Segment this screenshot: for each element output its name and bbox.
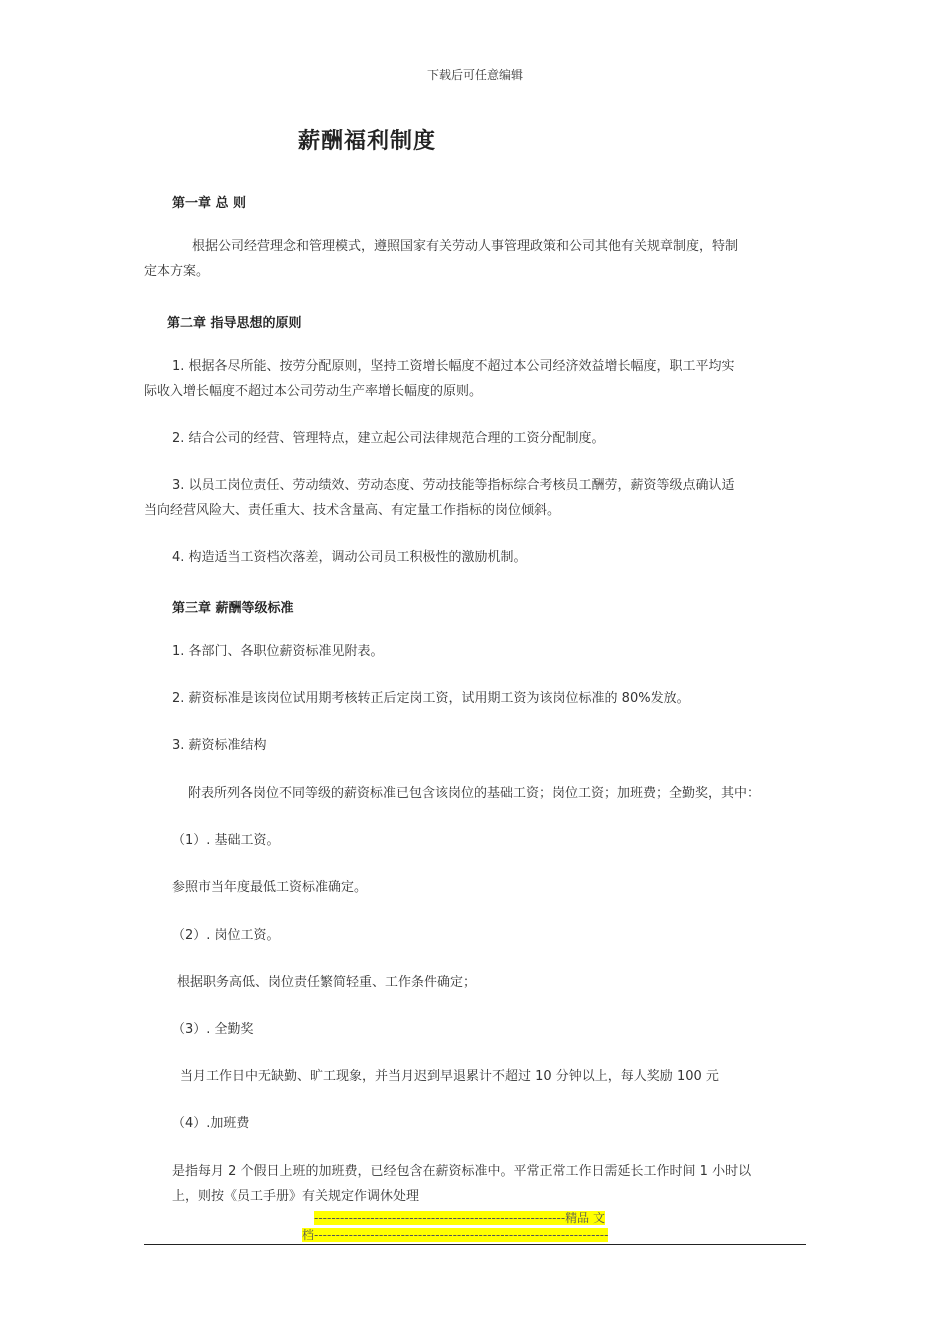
chapter3-sub3-title: （3）. 全勤奖 (172, 1022, 254, 1037)
footer-line1: ----------------------------------------------------------精品 文 (314, 1211, 605, 1225)
chapter2-item2: 2. 结合公司的经营、管理特点，建立起公司法律规范合理的工资分配制度。 (172, 431, 605, 446)
chapter3-sub2-text: 根据职务高低、岗位责任繁简轻重、工作条件确定； (177, 975, 477, 990)
chapter3-sub4-line1: 是指每月 2 个假日上班的加班费，已经包含在薪资标准中。平常正常工作日需延长工作时间 1 小时以 (172, 1164, 752, 1179)
chapter2-item3-line1: 3. 以员工岗位责任、劳动绩效、劳动态度、劳动技能等指标综合考核员工酬劳，薪资等级点确认适 (172, 478, 735, 493)
page-header-note: 下载后可任意编辑 (426, 68, 523, 82)
chapter2-item1-line2: 际收入增长幅度不超过本公司劳动生产率增长幅度的原则。 (144, 384, 483, 399)
chapter2-item3-line2: 当向经营风险大、责任重大、技术含量高、有定量工作指标的岗位倾斜。 (144, 503, 561, 518)
chapter3-heading: 第三章 薪酬等级标准 (172, 601, 294, 616)
chapter3-sub1-title: （1）. 基础工资。 (172, 833, 280, 848)
chapter2-item1-line1: 1. 根据各尽所能、按劳分配原则，坚持工资增长幅度不超过本公司经济效益增长幅度，职工平均实 (172, 359, 735, 374)
footer-line2: 档-------------------------------------------------------------------- (302, 1228, 609, 1242)
chapter3-sub3-text: 当月工作日中无缺勤、旷工现象，并当月迟到早退累计不超过 10 分钟以上，每人奖励 100 元 (180, 1069, 719, 1084)
chapter3-item3: 3. 薪资标准结构 (172, 738, 267, 753)
footer-watermark (302, 1210, 652, 1244)
chapter1-heading: 第一章 总 则 (172, 196, 247, 211)
chapter2-item4: 4. 构造适当工资档次落差，调动公司员工积极性的激励机制。 (172, 550, 527, 565)
chapter1-para-line1: 根据公司经营理念和管理模式，遵照国家有关劳动人事管理政策和公司其他有关规章制度，特制 (192, 239, 739, 254)
chapter3-sub4-line2: 上，则按《员工手册》有关规定作调休处理 (172, 1189, 420, 1204)
footer-divider (144, 1244, 806, 1245)
chapter2-heading: 第二章 指导思想的原则 (167, 316, 302, 331)
chapter3-sub4-title: （4）.加班费 (172, 1116, 250, 1131)
chapter3-sub1-text: 参照市当年度最低工资标准确定。 (172, 880, 368, 895)
chapter3-item1: 1. 各部门、各职位薪资标准见附表。 (172, 644, 384, 659)
chapter3-item2: 2. 薪资标准是该岗位试用期考核转正后定岗工资，试用期工资为该岗位标准的 80%发放。 (172, 691, 690, 706)
chapter1-para-line2: 定本方案。 (144, 264, 210, 279)
chapter3-structure-intro: 附表所列各岗位不同等级的薪资标准已包含该岗位的基础工资；岗位工资；加班费；全勤奖，其中： (188, 786, 761, 801)
chapter3-sub2-title: （2）. 岗位工资。 (172, 928, 280, 943)
document-title: 薪酬福利制度 (298, 128, 437, 154)
